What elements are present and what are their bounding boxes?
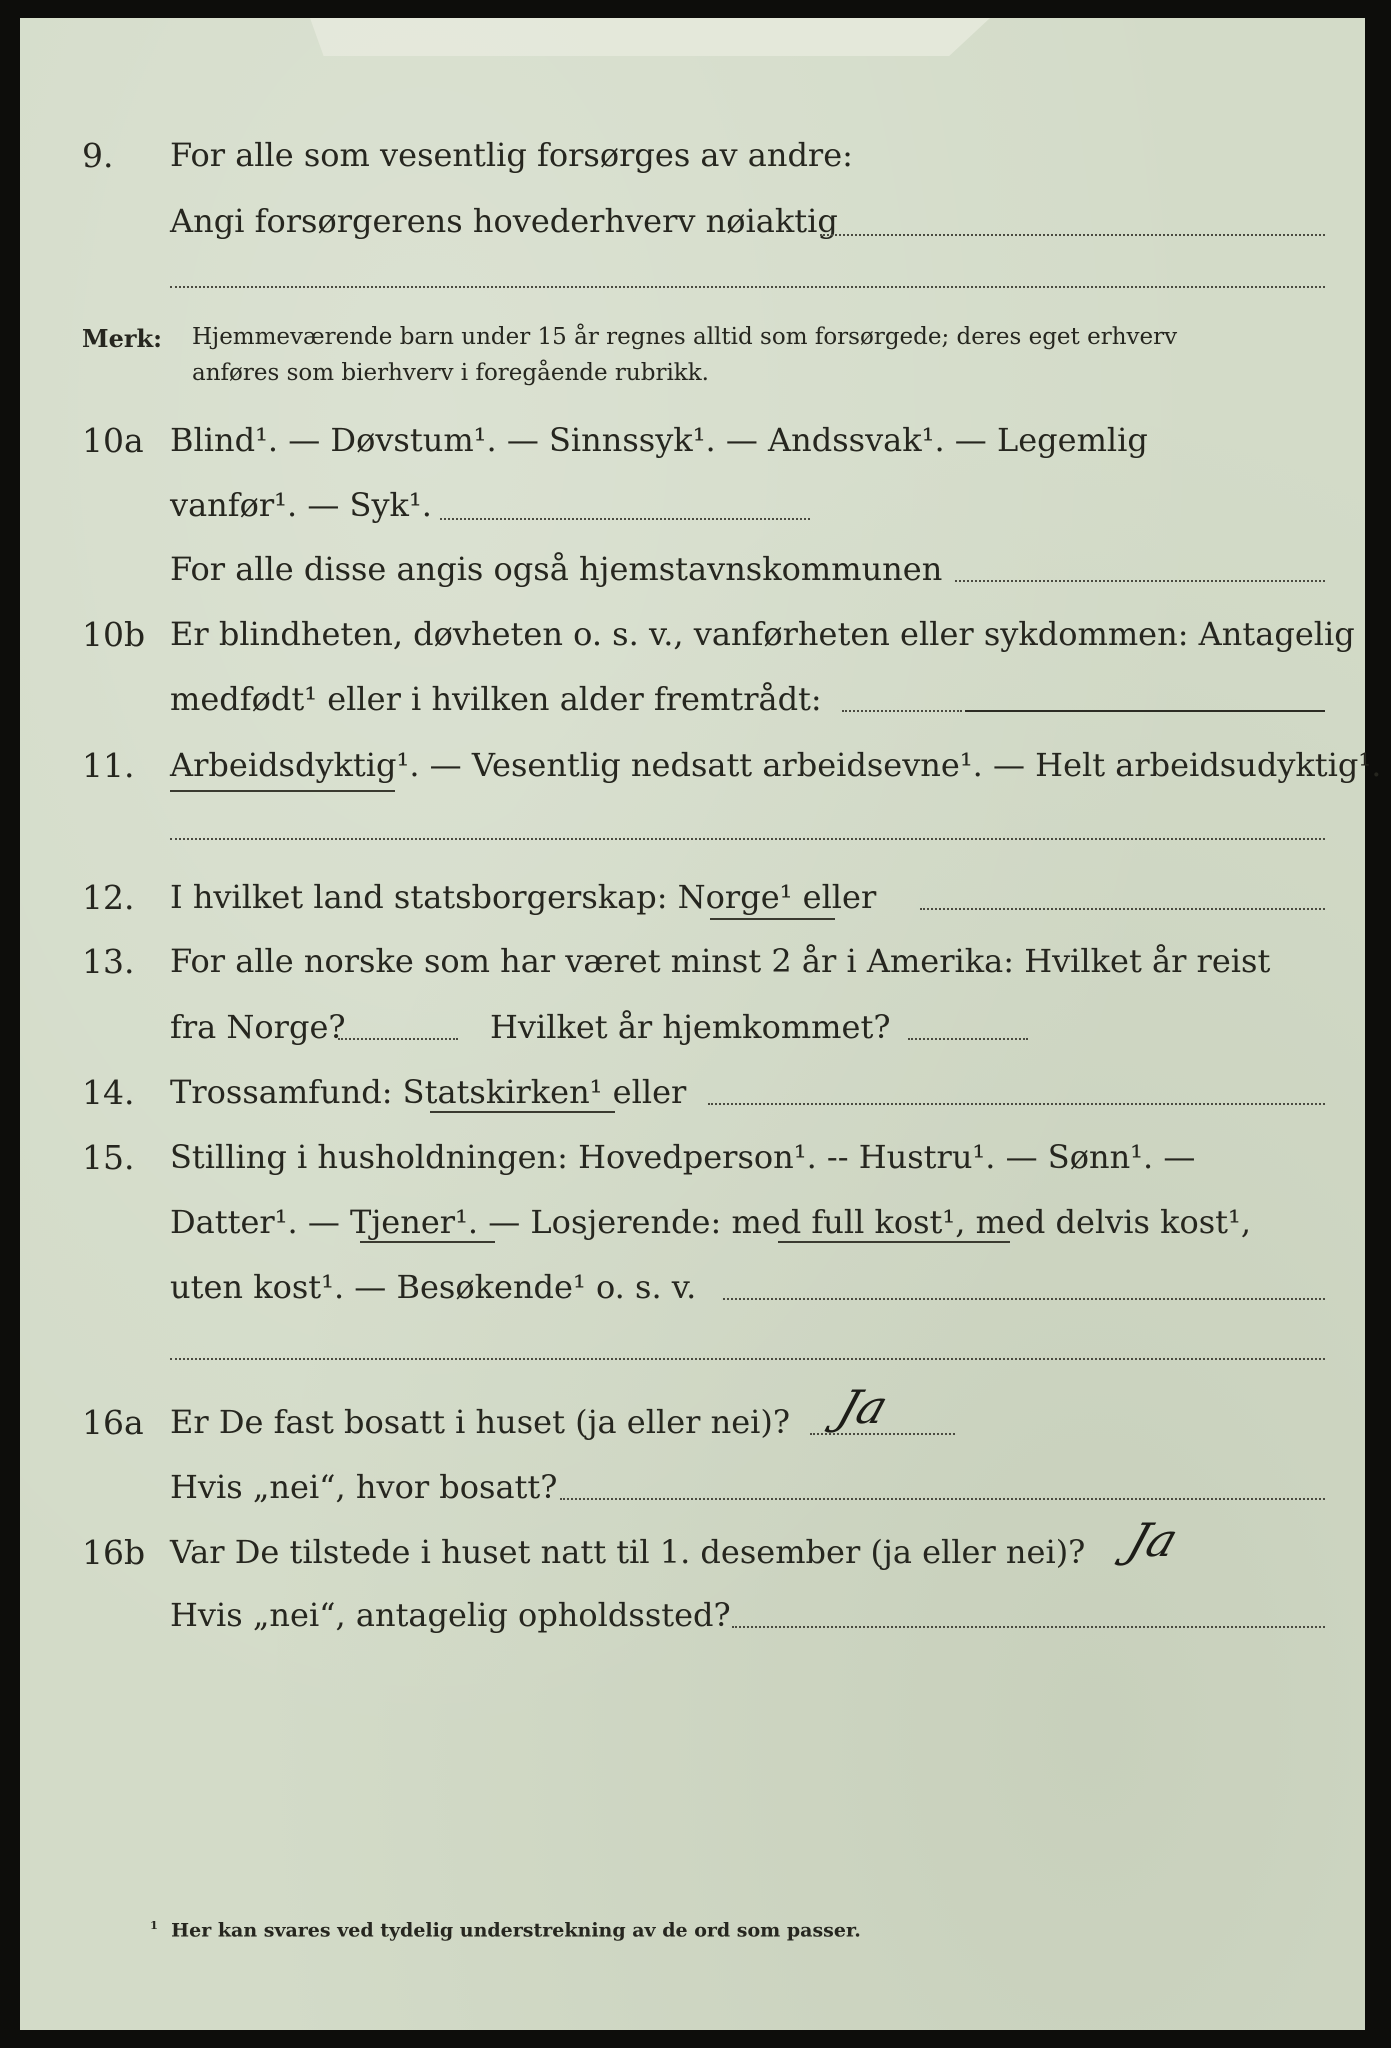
q16a-residence-field[interactable]	[560, 1498, 1325, 1500]
q15-line3: uten kost¹. — Besøkende¹ o. s. v.	[170, 1268, 697, 1306]
q10a-line2: vanfør¹. — Syk¹.	[170, 486, 432, 524]
q13-year-left-field[interactable]	[338, 1038, 458, 1040]
merk-line1: Hjemmeværende barn under 15 år regnes alltid som forsørgede; deres eget erhverv	[192, 324, 1178, 350]
merk-label: Merk:	[82, 324, 162, 353]
q15-line2: Datter¹. — Tjener¹. — Losjerende: med full kost¹, med delvis kost¹,	[170, 1203, 1252, 1241]
merk-line2: anføres som bierhverv i foregående rubrikk.	[192, 360, 709, 386]
q14-statskirken-underline	[430, 1111, 615, 1113]
q10b-number: 10b	[82, 615, 146, 654]
q16a-handwritten-answer: Ja	[831, 1380, 895, 1434]
q10a-answer-field[interactable]	[440, 518, 810, 520]
q10b-answer-field-solid[interactable]	[965, 710, 1325, 712]
q9-answer-field-2[interactable]	[170, 286, 1325, 288]
q15-full-kost-underline	[778, 1241, 1010, 1243]
q12-norge-underline	[710, 918, 835, 920]
q9-line2: Angi forsørgerens hovederhverv nøiaktig	[170, 202, 838, 240]
q9-answer-field[interactable]	[820, 234, 1325, 236]
q10b-line2: medfødt¹ eller i hvilken alder fremtrådt:	[170, 680, 822, 718]
q16b-number: 16b	[82, 1533, 146, 1572]
census-form-page	[20, 18, 1382, 2030]
q10b-line1: Er blindheten, døvheten o. s. v., vanførheten eller sykdommen: Antagelig	[170, 615, 1355, 653]
q13-year-returned-field[interactable]	[908, 1038, 1028, 1040]
q16a-number: 16a	[82, 1403, 144, 1442]
q14-number: 14.	[82, 1073, 135, 1112]
q15-answer-field-2[interactable]	[170, 1358, 1325, 1360]
q16b-whereabouts-field[interactable]	[732, 1626, 1325, 1628]
q12-answer-field[interactable]	[920, 908, 1325, 910]
q11-line1: Arbeidsdyktig¹. — Vesentlig nedsatt arbeidsevne¹. — Helt arbeidsudyktig¹.	[170, 746, 1382, 784]
q15-line1: Stilling i husholdningen: Hovedperson¹. -- Hustru¹. — Sønn¹. —	[170, 1138, 1196, 1176]
q10a-number: 10a	[82, 421, 144, 460]
q11-arbeidsdyktig-underline	[170, 790, 395, 792]
q13-line2a: fra Norge?	[170, 1008, 346, 1046]
q10a-line1: Blind¹. — Døvstum¹. — Sinnssyk¹. — Andssvak¹. — Legemlig	[170, 421, 1148, 459]
q13-line1: For alle norske som har været minst 2 år i Amerika: Hvilket år reist	[170, 942, 1271, 980]
q11-number: 11.	[82, 746, 135, 785]
q16b-handwritten-answer: Ja	[1121, 1513, 1185, 1567]
q13-line2b: Hvilket år hjemkommet?	[490, 1008, 891, 1046]
footnote	[150, 1918, 861, 1941]
tape-strip	[310, 18, 990, 56]
q10a-home-municipality-field[interactable]	[955, 580, 1325, 582]
q13-number: 13.	[82, 942, 135, 981]
footnote-marker: 1	[150, 1918, 158, 1932]
q16a-line1: Er De fast bosatt i huset (ja eller nei)?	[170, 1403, 791, 1441]
footnote-text: Her kan svares ved tydelig understrekning av de ord som passer.	[171, 1919, 861, 1942]
q9-line1: For alle som vesentlig forsørges av andre:	[170, 136, 853, 174]
q15-number: 15.	[82, 1138, 135, 1177]
q12-line1: I hvilket land statsborgerskap: Norge¹ eller	[170, 878, 877, 916]
q16b-line1: Var De tilstede i huset natt til 1. desember (ja eller nei)?	[170, 1533, 1086, 1571]
q14-line1: Trossamfund: Statskirken¹ eller	[170, 1073, 687, 1111]
q12-number: 12.	[82, 878, 135, 917]
q11-answer-field[interactable]	[170, 838, 1325, 840]
q10b-answer-field[interactable]	[842, 710, 962, 712]
q16a-line2: Hvis „nei“, hvor bosatt?	[170, 1468, 558, 1506]
q10a-line3: For alle disse angis også hjemstavnskommunen	[170, 550, 943, 588]
q15-tjener-underline	[360, 1241, 495, 1243]
q14-answer-field[interactable]	[708, 1103, 1325, 1105]
q16b-line2: Hvis „nei“, antagelig opholdssted?	[170, 1596, 731, 1634]
q9-number: 9.	[82, 136, 114, 175]
q15-answer-field[interactable]	[723, 1298, 1325, 1300]
